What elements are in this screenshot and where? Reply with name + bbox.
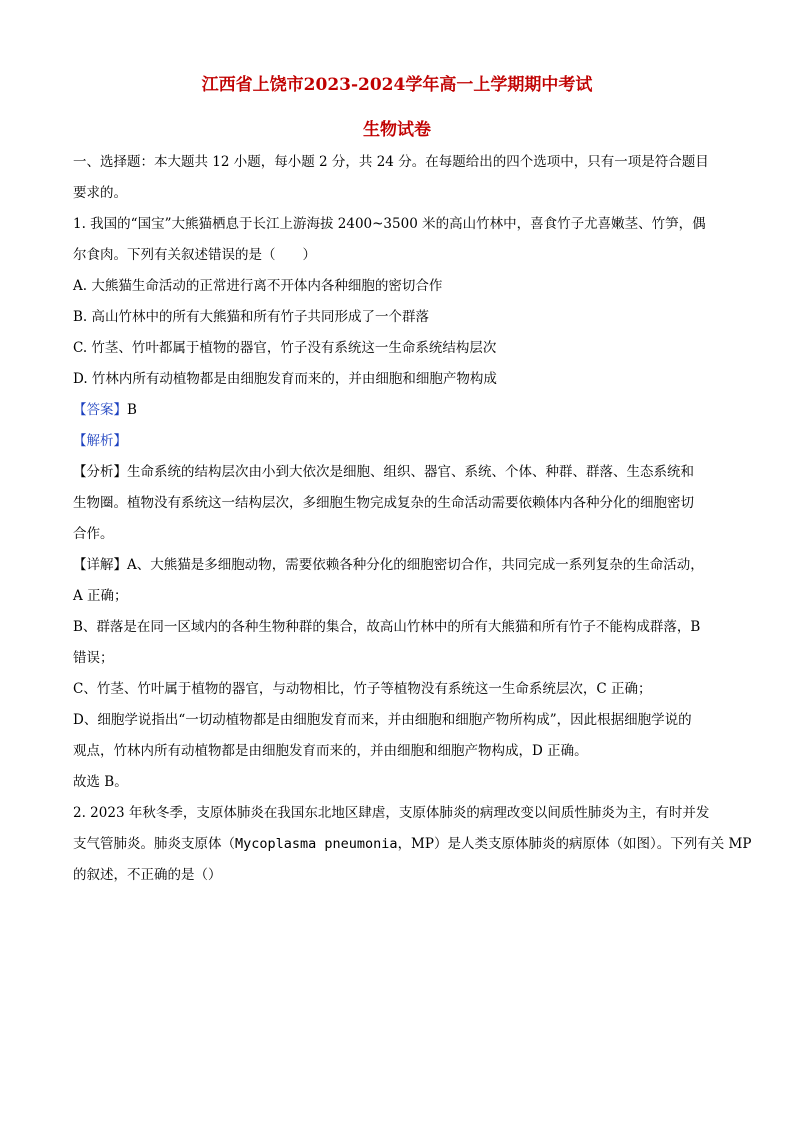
q1-answer bbox=[73, 400, 733, 420]
answer-value: B bbox=[127, 402, 137, 418]
answer-tag: 【答案】 bbox=[73, 402, 127, 418]
section-instructions-line2: 要求的。 bbox=[73, 185, 127, 201]
q1-detail-line4: 错误； bbox=[73, 650, 114, 666]
exam-title: 江西省上饶市2023-2024学年高一上学期期中考试 bbox=[201, 75, 593, 95]
detail-text1: A、大熊猫是多细胞动物，需要依赖各种分化的细胞密切合作，共同完成一系列复杂的生命活动， bbox=[127, 557, 704, 573]
fenxi-text1: 生命系统的结构层次由小到大依次是细胞、组织、器官、系统、个体、种群、群落、生态系统和 bbox=[127, 464, 694, 480]
q1-stem-line2: 尔食肉。下列有关叙述错误的是（ ） bbox=[73, 247, 316, 263]
q2-stem-line3: 的叙述，不正确的是（） bbox=[73, 867, 222, 883]
q1-fenxi-line3: 合作。 bbox=[73, 526, 114, 542]
q1-detail-line3: B、群落是在同一区域内的各种生物种群的集合，故高山竹林中的所有大熊猫和所有竹子不能构成群落，B bbox=[73, 619, 701, 635]
q1-detail-line7: 观点，竹林内所有动植物都是由细胞发育而来的，并由细胞和细胞产物构成，D 正确。 bbox=[73, 743, 588, 759]
analysis-tag: 【解析】 bbox=[73, 433, 127, 449]
exam-subtitle: 生物试卷 bbox=[363, 120, 431, 140]
q1-option-b: B. 高山竹林中的所有大熊猫和所有竹子共同形成了一个群落 bbox=[73, 309, 430, 325]
q1-fenxi-line2: 生物圈。植物没有系统这一结构层次，多细胞生物完成复杂的生命活动需要依赖体内各种分化的细胞密切 bbox=[73, 495, 694, 511]
detail-tag: 【详解】 bbox=[73, 557, 127, 573]
q1-stem-line1: 1. 我国的“国宝”大熊猫栖息于长江上游海拔 2400~3500 米的高山竹林中，喜食竹子尤喜嫩茎、竹笋，偶 bbox=[73, 216, 706, 232]
q1-analysis-tag bbox=[73, 431, 733, 451]
q1-detail-line5: C、竹茎、竹叶属于植物的器官，与动物相比，竹子等植物没有系统这一生命系统层次，C 正确； bbox=[73, 681, 652, 697]
q1-option-d: D. 竹林内所有动植物都是由细胞发育而来的，并由细胞和细胞产物构成 bbox=[73, 371, 497, 387]
q2-stem-line1: 2. 2023 年秋冬季，支原体肺炎在我国东北地区肆虐，支原体肺炎的病理改变以间质性肺炎为主，有时并发 bbox=[73, 805, 710, 821]
q2-stem-post: ，MP）是人类支原体肺炎的病原体（如图）。下列有关 MP bbox=[397, 836, 752, 852]
q1-conclusion: 故选 B。 bbox=[73, 774, 128, 790]
q2-stem-line2 bbox=[73, 834, 752, 854]
q2-latin-name: Mycoplasma pneumonia bbox=[235, 836, 398, 852]
q1-option-a: A. 大熊猫生命活动的正常进行离不开体内各种细胞的密切合作 bbox=[73, 278, 443, 294]
q1-detail-line2: A 正确； bbox=[73, 588, 128, 604]
q1-option-c: C. 竹茎、竹叶都属于植物的器官，竹子没有系统这一生命系统结构层次 bbox=[73, 340, 497, 356]
q1-detail-line1 bbox=[73, 555, 733, 575]
q2-stem-pre: 支气管肺炎。肺炎支原体（ bbox=[73, 836, 235, 852]
q1-fenxi-line1 bbox=[73, 462, 733, 482]
fenxi-tag: 【分析】 bbox=[73, 464, 127, 480]
q1-detail-line6: D、细胞学说指出“一切动植物都是由细胞发育而来，并由细胞和细胞产物所构成”，因此根据细胞学说的 bbox=[73, 712, 692, 728]
section-instructions-line1: 一、选择题：本大题共 12 小题，每小题 2 分，共 24 分。在每题给出的四个选项中，只有一项是符合题目 bbox=[73, 154, 709, 170]
